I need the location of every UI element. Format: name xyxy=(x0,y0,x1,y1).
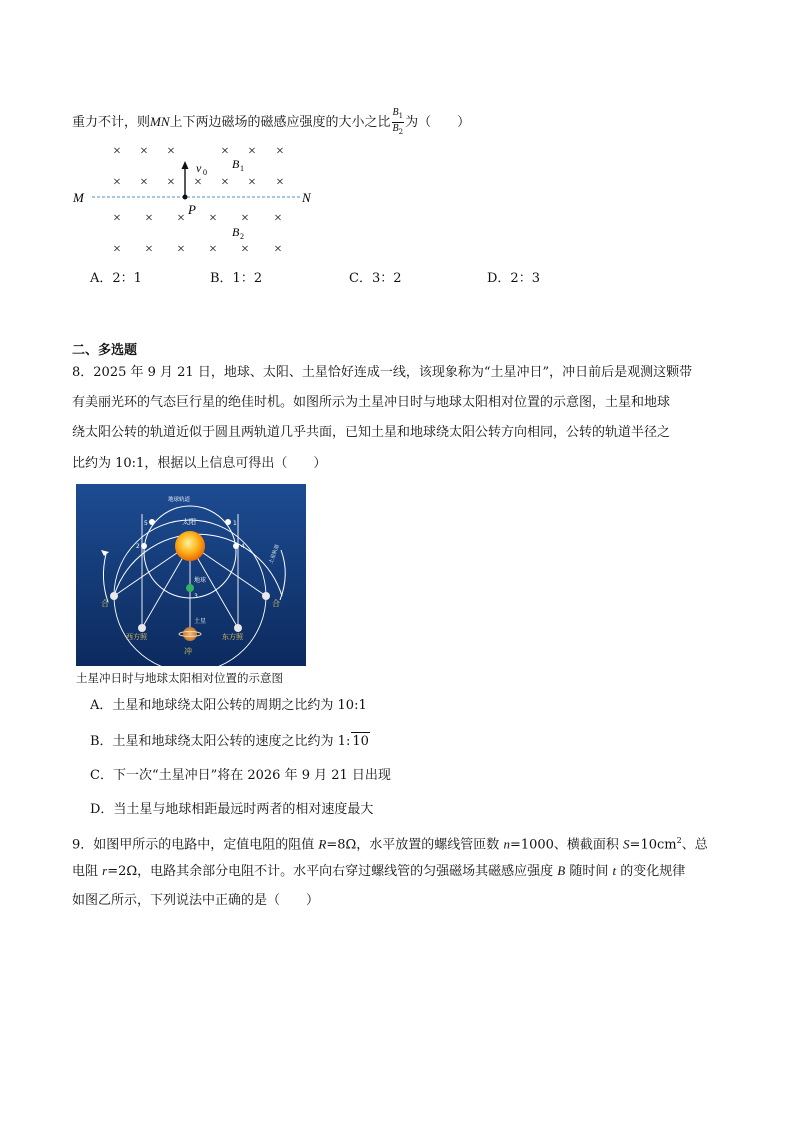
q8-option-b[interactable]: B．土星和地球绕太阳公转的速度之比约为 1: 10 xyxy=(90,734,369,749)
field-cross: × xyxy=(113,211,121,226)
field-cross: × xyxy=(140,144,148,159)
sun-label: 太阳 xyxy=(182,518,196,526)
field-crosses xyxy=(113,144,284,257)
field-cross: × xyxy=(241,242,249,257)
q9-line-3: 如图乙所示，下列说法中正确的是（ ） xyxy=(72,893,320,908)
east-label: 东方照 xyxy=(222,633,243,641)
field-cross: × xyxy=(276,175,284,190)
field-cross: × xyxy=(221,175,229,190)
field-cross: × xyxy=(177,242,185,257)
sun-icon xyxy=(175,531,205,561)
earth-label: 地球 xyxy=(194,577,207,584)
label-v0: v xyxy=(196,161,202,175)
field-cross: × xyxy=(113,242,121,257)
num-1: 1 xyxy=(233,520,237,527)
conj-left-label: 合 xyxy=(101,599,109,608)
saturn-orbit-label: 土星轨道 xyxy=(268,543,281,565)
q8-line-3: 绕太阳公转的轨道近似于圆且两轨道几乎共面，已知土星和地球绕太阳公转方向相同，公转的轨道半径之 xyxy=(72,425,671,440)
saturn-label: 土星 xyxy=(194,618,207,625)
east-point xyxy=(234,624,242,632)
field-cross: × xyxy=(194,175,202,190)
conj-right-label: 合 xyxy=(272,599,280,608)
q9-line-1: 9．如图甲所示的电路中，定值电阻的阻值 R=8Ω，水平放置的螺线管匝数 n=1000、横截面积 $S=10cm^2$、总 xyxy=(72,836,708,853)
q8-line-1: 8．2025 年 9 月 21 日，地球、太阳、土星恰好连成一线，该现象称为“土星冲日”，冲日前后是观测这颗带 xyxy=(72,365,693,380)
conj-right-point xyxy=(262,592,270,600)
q7-option-a[interactable]: A．2：1 xyxy=(90,271,142,286)
field-cross: × xyxy=(248,175,256,190)
field-cross: × xyxy=(274,242,282,257)
saturn-icon xyxy=(183,627,197,641)
label-b2: B xyxy=(232,225,240,239)
field-cross: × xyxy=(276,144,284,159)
field-cross: × xyxy=(140,175,148,190)
west-label: 西方照 xyxy=(126,633,147,641)
field-cross: × xyxy=(248,144,256,159)
field-cross: × xyxy=(209,242,217,257)
q9-line-2: 电阻 r=2Ω，电路其余部分电阻不计。水平向右穿过螺线管的匀强磁场其磁感应强度 B 随时间 t 的变化规律 xyxy=(72,863,686,879)
field-cross: × xyxy=(167,144,175,159)
label-v0-sub: 0 xyxy=(203,168,207,177)
label-b2-sub: 2 xyxy=(240,232,244,241)
field-cross: × xyxy=(209,211,217,226)
q8-line-4: 比约为 10:1，根据以上信息可得出（ ） xyxy=(72,456,327,471)
q8-line-2: 有美丽光环的气态巨行星的绝佳时机。如图所示为土星冲日时与地球太阳相对位置的示意图，土星和地球 xyxy=(72,395,671,410)
num-5: 5 xyxy=(144,520,148,527)
figure-caption: 土星冲日时与地球太阳相对位置的示意图 xyxy=(76,671,283,685)
q8-option-d[interactable]: D．当土星与地球相距最远时两者的相对速度最大 xyxy=(90,802,374,817)
num-2: 2 xyxy=(136,543,140,550)
field-cross: × xyxy=(145,211,153,226)
saturn-opposition-diagram xyxy=(76,484,306,666)
q8-option-a[interactable]: A．土星和地球绕太阳公转的周期之比约为 10:1 xyxy=(90,698,367,713)
field-cross: × xyxy=(177,211,185,226)
num-4: 4 xyxy=(241,543,245,550)
ratio-fraction xyxy=(392,107,405,138)
q7-stem-post: 为（ ） xyxy=(405,115,471,130)
opposition-label: 冲 xyxy=(184,647,192,656)
q8-option-c[interactable]: C．下一次“土星冲日”将在 2026 年 9 月 21 日出现 xyxy=(90,768,391,783)
label-m: M xyxy=(73,190,84,205)
q7-option-b[interactable]: B．1：2 xyxy=(210,271,263,286)
q7-stem-mid: 上下两边磁场的磁感应强度的大小之比 xyxy=(169,115,391,130)
point-5 xyxy=(149,519,155,525)
conj-left-point xyxy=(110,592,118,600)
q7-stem xyxy=(72,107,470,138)
velocity-arrowhead xyxy=(182,161,189,169)
earth-orbit-label: 地球轨道 xyxy=(168,497,191,503)
q7-stem-mn: MN xyxy=(150,114,170,129)
point-1 xyxy=(225,519,231,525)
label-b1-sub: 1 xyxy=(240,164,244,173)
sqrt-ten: 10 xyxy=(352,734,369,749)
fraction-numerator: $B_1$ xyxy=(392,107,405,123)
field-cross: × xyxy=(274,211,282,226)
point-2 xyxy=(141,543,147,549)
point-p xyxy=(183,195,188,200)
field-cross: × xyxy=(241,211,249,226)
field-cross: × xyxy=(221,144,229,159)
label-b1: B xyxy=(232,157,240,171)
q7-stem-pre: 重力不计，则 xyxy=(72,115,151,130)
west-point xyxy=(138,624,146,632)
label-p: P xyxy=(188,202,196,217)
q7-option-d[interactable]: D．2：3 xyxy=(487,271,540,286)
field-cross: × xyxy=(145,242,153,257)
label-n: N xyxy=(302,190,311,205)
fraction-denominator: $B_2$ xyxy=(392,123,404,136)
earth-icon xyxy=(186,584,194,592)
field-cross: × xyxy=(113,144,121,159)
section-heading: 二、多选题 xyxy=(72,343,138,358)
field-cross: × xyxy=(113,175,121,190)
point-4 xyxy=(233,543,239,549)
field-cross: × xyxy=(167,175,175,190)
num-3: 3 xyxy=(194,593,198,600)
q7-option-c[interactable]: C．3：2 xyxy=(349,271,402,286)
